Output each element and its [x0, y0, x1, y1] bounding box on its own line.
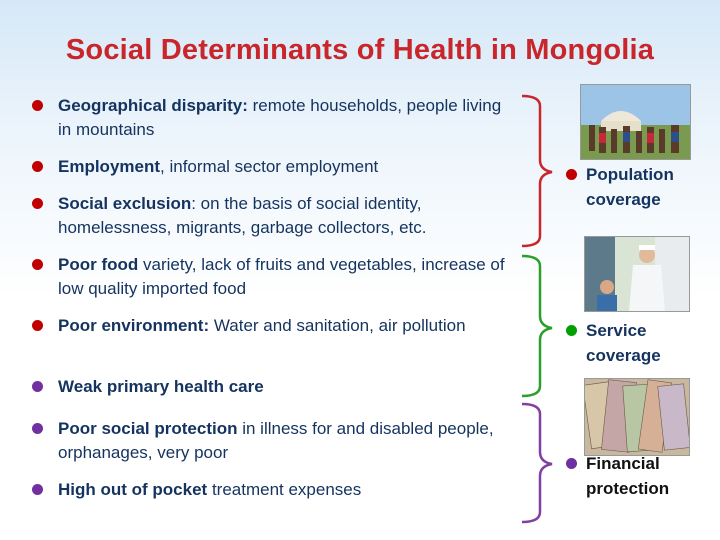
- bullet-dot: [32, 320, 43, 331]
- bullet-heading: Geographical disparity:: [58, 96, 248, 115]
- bullet-heading: Poor food: [58, 255, 139, 274]
- bullet-heading: Weak primary health care: [58, 377, 264, 396]
- bullet-heading: Poor social protection: [58, 419, 238, 438]
- coverage-label-line1: Population: [586, 165, 674, 184]
- purple-brace: [518, 400, 562, 528]
- banknotes-illustration: [585, 379, 689, 455]
- bullet-heading: Social exclusion: [58, 194, 192, 213]
- bullet-text: Water and sanitation, air pollution: [209, 316, 466, 335]
- bullet-text: treatment expenses: [207, 480, 362, 499]
- bullet-heading: Employment: [58, 157, 161, 176]
- bullet-heading: Poor environment:: [58, 316, 210, 335]
- bullet-dot: [32, 100, 43, 111]
- bullet-dot: [566, 325, 577, 336]
- bullet-text: : on the basis of social identity, homelessness, migrants, garbage collectors, etc.: [58, 194, 427, 237]
- bullet-text: , informal sector employment: [160, 157, 379, 176]
- coverage-label-line1: Service: [586, 321, 647, 340]
- bullet-dot: [32, 259, 43, 270]
- bullet-text: variety, lack of fruits and vegetables, increase of low quality imported food: [58, 255, 505, 298]
- photo-banknotes: [584, 378, 690, 456]
- bullet-dot: [566, 458, 577, 469]
- bullet-dot: [32, 198, 43, 209]
- bullet-dot: [566, 169, 577, 180]
- coverage-label-line2: coverage: [586, 346, 661, 365]
- bullet-text: remote households, people living in mountains: [58, 96, 502, 139]
- green-brace: [518, 252, 562, 402]
- photo-families-yurt: [580, 84, 691, 160]
- families-illustration: [581, 85, 690, 159]
- bullet-dot: [32, 423, 43, 434]
- coverage-label-line2: protection: [586, 479, 670, 498]
- bullet-dot: [32, 161, 43, 172]
- bullet-text: in illness for and disabled people, orphanages, very poor: [58, 419, 494, 462]
- coverage-label-line1: Financial: [586, 454, 660, 473]
- red-brace: [518, 92, 562, 252]
- coverage-label-line2: coverage: [586, 190, 661, 209]
- photo-health-worker: [584, 236, 690, 312]
- slide-title: Social Determinants of Health in Mongolia: [65, 34, 655, 66]
- bullet-dot: [32, 381, 43, 392]
- bullet-dot: [32, 484, 43, 495]
- bullet-heading: High out of pocket: [58, 480, 208, 499]
- health-worker-illustration: [585, 237, 689, 311]
